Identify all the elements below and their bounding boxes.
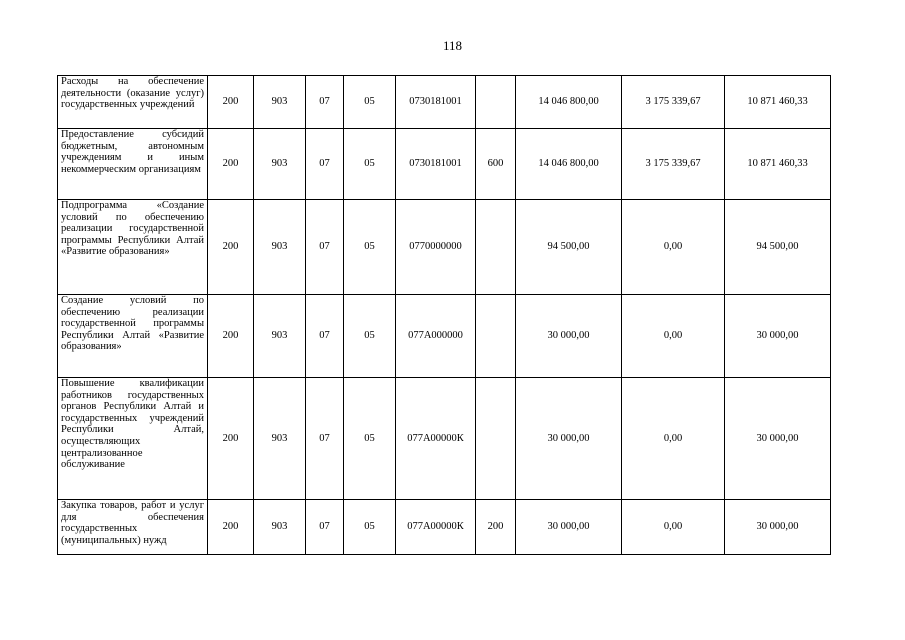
cell-ministry-code: 903 <box>254 129 306 200</box>
cell-sum-remaining: 10 871 460,33 <box>725 129 831 200</box>
cell-sum-executed: 0,00 <box>622 500 725 555</box>
cell-section: 07 <box>306 500 344 555</box>
cell-section: 07 <box>306 129 344 200</box>
cell-sum-executed: 0,00 <box>622 378 725 500</box>
row-description: Создание условий по обеспечению реализации государственной программы Республики Алтай «Развитие образования» <box>58 295 208 378</box>
cell-code-200: 200 <box>208 378 254 500</box>
cell-ministry-code: 903 <box>254 500 306 555</box>
cell-code-200: 200 <box>208 200 254 295</box>
cell-target-article: 077А00000К <box>396 500 476 555</box>
cell-ministry-code: 903 <box>254 76 306 129</box>
cell-expense-type: 600 <box>476 129 516 200</box>
row-description: Предоставление субсидий бюджетным, автономным учреждениям и иным некоммерческим организациям <box>58 129 208 200</box>
cell-subsection: 05 <box>344 378 396 500</box>
cell-sum-executed: 0,00 <box>622 200 725 295</box>
table-row <box>58 129 831 200</box>
cell-sum-remaining: 10 871 460,33 <box>725 76 831 129</box>
table-body <box>58 76 831 555</box>
cell-code-200: 200 <box>208 500 254 555</box>
cell-sum-remaining: 94 500,00 <box>725 200 831 295</box>
cell-subsection: 05 <box>344 200 396 295</box>
cell-target-article: 0770000000 <box>396 200 476 295</box>
cell-sum-planned: 30 000,00 <box>516 500 622 555</box>
budget-table <box>57 75 831 555</box>
cell-sum-remaining: 30 000,00 <box>725 500 831 555</box>
page-number: 118 <box>442 38 463 53</box>
row-description: Закупка товаров, работ и услуг для обеспечения государственных (муниципальных) нужд <box>58 500 208 555</box>
table-row <box>58 76 831 129</box>
cell-ministry-code: 903 <box>254 295 306 378</box>
cell-section: 07 <box>306 295 344 378</box>
cell-sum-planned: 94 500,00 <box>516 200 622 295</box>
cell-subsection: 05 <box>344 500 396 555</box>
table-row <box>58 378 831 500</box>
row-description: Расходы на обеспечение деятельности (оказание услуг) государственных учреждений <box>58 76 208 129</box>
cell-expense-type <box>476 76 516 129</box>
cell-sum-executed: 3 175 339,67 <box>622 76 725 129</box>
cell-sum-planned: 14 046 800,00 <box>516 129 622 200</box>
cell-section: 07 <box>306 378 344 500</box>
cell-ministry-code: 903 <box>254 200 306 295</box>
cell-subsection: 05 <box>344 129 396 200</box>
cell-expense-type <box>476 200 516 295</box>
cell-target-article: 077А00000К <box>396 378 476 500</box>
cell-section: 07 <box>306 76 344 129</box>
cell-sum-planned: 30 000,00 <box>516 378 622 500</box>
cell-code-200: 200 <box>208 295 254 378</box>
cell-subsection: 05 <box>344 295 396 378</box>
cell-sum-executed: 3 175 339,67 <box>622 129 725 200</box>
cell-sum-planned: 30 000,00 <box>516 295 622 378</box>
cell-target-article: 077А000000 <box>396 295 476 378</box>
cell-sum-executed: 0,00 <box>622 295 725 378</box>
cell-sum-remaining: 30 000,00 <box>725 295 831 378</box>
cell-sum-planned: 14 046 800,00 <box>516 76 622 129</box>
cell-subsection: 05 <box>344 76 396 129</box>
cell-expense-type <box>476 378 516 500</box>
cell-ministry-code: 903 <box>254 378 306 500</box>
cell-section: 07 <box>306 200 344 295</box>
table-row <box>58 295 831 378</box>
cell-expense-type <box>476 295 516 378</box>
cell-sum-remaining: 30 000,00 <box>725 378 831 500</box>
table-row <box>58 500 831 555</box>
cell-target-article: 0730181001 <box>396 76 476 129</box>
cell-code-200: 200 <box>208 129 254 200</box>
cell-target-article: 0730181001 <box>396 129 476 200</box>
cell-code-200: 200 <box>208 76 254 129</box>
table-row <box>58 200 831 295</box>
cell-expense-type: 200 <box>476 500 516 555</box>
row-description: Повышение квалификации работников государственных органов Республики Алтай и государственных учреждений Республики Алтай, осуществляющих централизованное обслуживание <box>58 378 208 500</box>
row-description: Подпрограмма «Создание условий по обеспечению реализации государственной программы Республики Алтай «Развитие образования» <box>58 200 208 295</box>
